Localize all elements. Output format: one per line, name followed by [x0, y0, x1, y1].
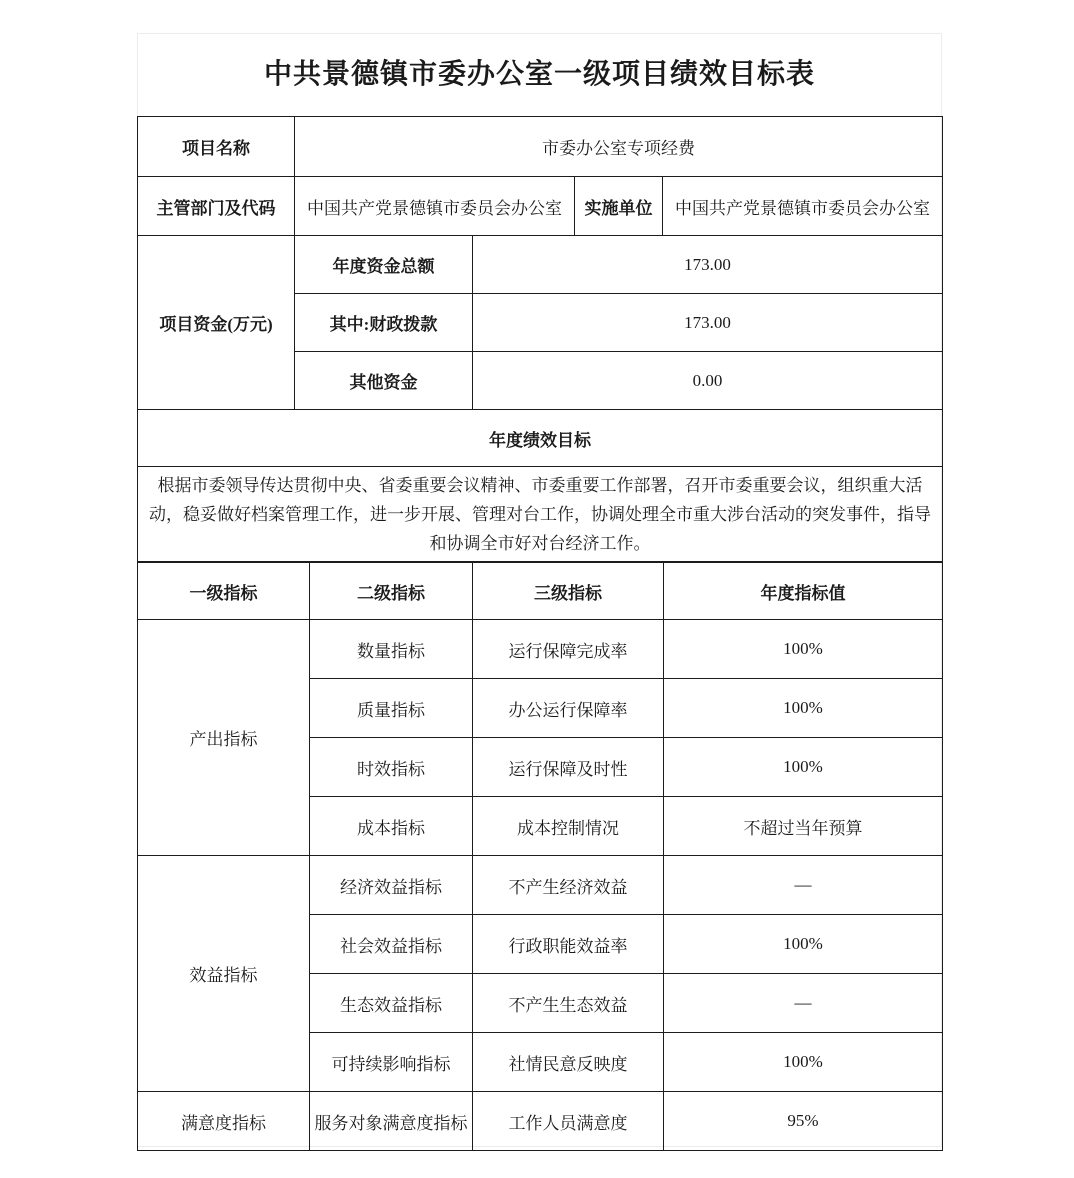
department-value-cell: 中国共产党景德镇市委员会办公室	[295, 177, 575, 236]
group-satisfaction-cell: 满意度指标	[138, 1092, 310, 1151]
level2-cell: 成本指标	[310, 797, 473, 856]
level3-cell: 成本控制情况	[473, 797, 664, 856]
level2-cell: 社会效益指标	[310, 915, 473, 974]
value-cell: 95%	[664, 1092, 943, 1151]
annual-funds-label-cell: 年度资金总额	[295, 236, 473, 294]
project-name-label-cell: 项目名称	[138, 117, 295, 177]
level3-cell: 不产生生态效益	[473, 974, 664, 1033]
project-name-row	[138, 117, 943, 177]
value-cell: —	[664, 974, 943, 1033]
annual-goal-text-cell: 根据市委领导传达贯彻中央、省委重要会议精神、市委重要工作部署，召开市委重要会议，组织重大活动，稳妥做好档案管理工作，进一步开展、管理对台工作，协调处理全市重大涉台活动的突发事件，指导和协调全市好对台经济工作。	[138, 467, 943, 562]
level3-cell: 运行保障完成率	[473, 620, 664, 679]
other-funds-label-cell: 其他资金	[295, 352, 473, 410]
value-cell: —	[664, 856, 943, 915]
value-cell: 100%	[664, 620, 943, 679]
funds-row-total	[138, 236, 943, 294]
level2-cell: 数量指标	[310, 620, 473, 679]
document-page	[137, 33, 942, 1147]
value-cell: 100%	[664, 1033, 943, 1092]
level3-cell: 社情民意反映度	[473, 1033, 664, 1092]
group-benefit-cell: 效益指标	[138, 856, 310, 1092]
level2-cell: 服务对象满意度指标	[310, 1092, 473, 1151]
level3-cell: 不产生经济效益	[473, 856, 664, 915]
level2-cell: 经济效益指标	[310, 856, 473, 915]
level3-cell: 运行保障及时性	[473, 738, 664, 797]
project-info-table	[137, 116, 943, 562]
header-level2-cell: 二级指标	[310, 563, 473, 620]
level3-cell: 办公运行保障率	[473, 679, 664, 738]
group-output-cell: 产出指标	[138, 620, 310, 856]
fiscal-funds-label-cell: 其中:财政拨款	[295, 294, 473, 352]
value-cell: 100%	[664, 679, 943, 738]
value-cell: 不超过当年预算	[664, 797, 943, 856]
level2-cell: 质量指标	[310, 679, 473, 738]
header-level3-cell: 三级指标	[473, 563, 664, 620]
document-title: 中共景德镇市委办公室一级项目绩效目标表	[263, 59, 815, 90]
other-funds-value-cell: 0.00	[473, 352, 943, 410]
indicator-row	[138, 620, 943, 679]
indicator-row	[138, 856, 943, 915]
indicator-row	[138, 1092, 943, 1151]
fiscal-funds-value-cell: 173.00	[473, 294, 943, 352]
level2-cell: 可持续影响指标	[310, 1033, 473, 1092]
level3-cell: 行政职能效益率	[473, 915, 664, 974]
project-name-value-cell: 市委办公室专项经费	[295, 117, 943, 177]
indicators-table	[137, 562, 943, 1151]
department-label-cell: 主管部门及代码	[138, 177, 295, 236]
header-value-cell: 年度指标值	[664, 563, 943, 620]
level2-cell: 时效指标	[310, 738, 473, 797]
project-funds-label-cell: 项目资金(万元)	[138, 236, 295, 410]
annual-goal-header-row	[138, 410, 943, 467]
indicators-header-row	[138, 563, 943, 620]
annual-funds-value-cell: 173.00	[473, 236, 943, 294]
header-level1-cell: 一级指标	[138, 563, 310, 620]
value-cell: 100%	[664, 915, 943, 974]
implementing-unit-value-cell: 中国共产党景德镇市委员会办公室	[663, 177, 943, 236]
annual-goal-header-cell: 年度绩效目标	[138, 410, 943, 467]
department-row	[138, 177, 943, 236]
level3-cell: 工作人员满意度	[473, 1092, 664, 1151]
level2-cell: 生态效益指标	[310, 974, 473, 1033]
implementing-unit-label-cell: 实施单位	[575, 177, 663, 236]
value-cell: 100%	[664, 738, 943, 797]
annual-goal-text-row	[138, 467, 943, 562]
